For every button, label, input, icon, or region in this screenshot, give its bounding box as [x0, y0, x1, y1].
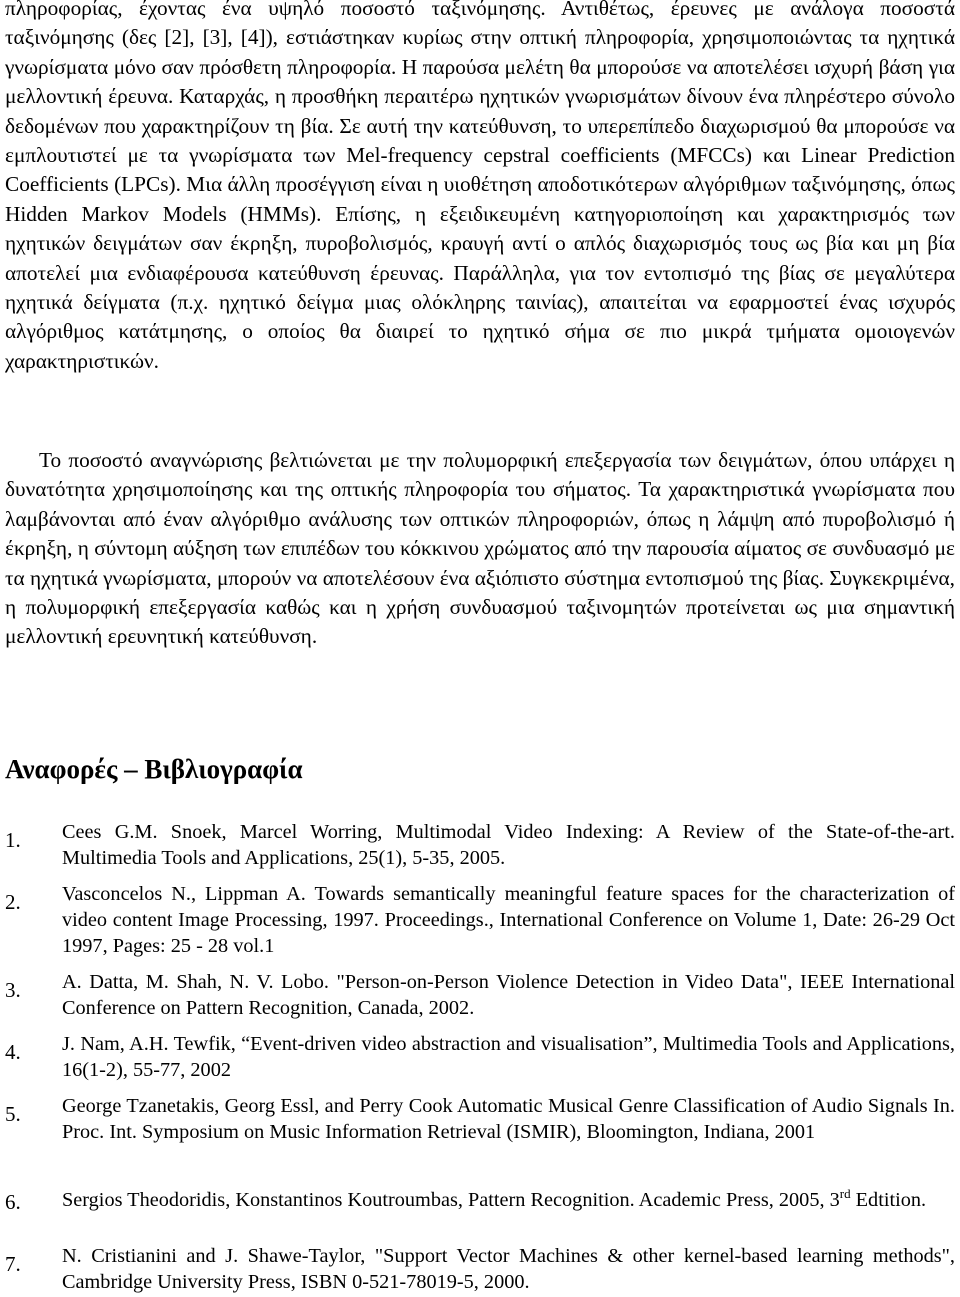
reference-item: [5, 969, 955, 1021]
reference-text-end: Edtition.: [850, 1188, 927, 1211]
reference-item: [5, 819, 955, 871]
reference-item: [5, 1181, 955, 1213]
reference-text: A. Datta, M. Shah, N. V. Lobo. "Person-on-Person Violence Detection in Video Data", IEEE International Conference on Pattern Recognition, Canada, 2002.: [62, 971, 955, 1020]
reference-text: [62, 1181, 955, 1213]
reference-text: J. Nam, A.H. Tewfik, “Event-driven video abstraction and visualisation”, Multimedia Tools and Applications, 16(1-2), 55-77, 2002: [62, 1033, 955, 1082]
body-paragraph-2: Το ποσοστό αναγνώρισης βελτιώνεται με την πολυμορφική επεξεργασία των δειγμάτων, όπου υπάρχει η δυνατότητα χρησιμοποίησης και της οπτικής πληροφορία του σήματος. Τα χαρακτηριστικά γνωρίσματα που λαμβάνονται από έναν αλγόριθμο ανάλυσης των οπτικών πληροφοριών, όπως η λάμψη από πυροβολισμό ή έκρηξη, η σύντομη αύξηση των επιπέδων του κόκκινου χρώματος από την παρουσία αίματος σε συνδυασμό με τα ηχητικά γνωρίσματα, μπορούν να αποτελέσουν ένα αξιόπιστο σύστημα εντοπισμού της βίας. Συγκεκριμένα, η πολυμορφική επεξεργασία καθώς και η χρήση συνδυασμού ταξινομητών προτείνεται ως μια σημαντική μελλοντική ερευνητική κατεύθυνση.: [5, 448, 955, 649]
reference-text: Cees G.M. Snoek, Marcel Worring, Multimodal Video Indexing: A Review of the State-of-the-art. Multimedia Tools and Applications, 25(1), 5-35, 2005.: [62, 821, 955, 870]
reference-text: N. Cristianini and J. Shawe-Taylor, "Support Vector Machines & other kernel-based learning methods", Cambridge University Press, ISBN 0-521-78019-5, 2000.: [62, 1245, 955, 1294]
reference-text: George Tzanetakis, Georg Essl, and Perry Cook Automatic Musical Genre Classification of Audio Signals In. Proc. Int. Symposium on Music Information Retrieval (ISMIR), Bloomington, Indiana, 2001: [62, 1095, 955, 1144]
reference-number: 5.: [5, 1102, 21, 1126]
reference-text-main: Sergios Theodoridis, Konstantinos Koutroumbas, Pattern Recognition. Academic Press, 2005, 3: [62, 1188, 840, 1211]
reference-number: 4.: [5, 1040, 21, 1064]
reference-item: [5, 881, 955, 960]
reference-item: [5, 1243, 955, 1295]
references-heading: Αναφορές – Βιβλιογραφία: [5, 754, 303, 784]
reference-number: 3.: [5, 978, 21, 1002]
reference-number: 2.: [5, 890, 21, 914]
body-paragraph-1: πληροφορίας, έχοντας ένα υψηλό ποσοστό ταξινόμησης. Αντιθέτως, έρευνες με ανάλογα ποσοστά ταξινόμησης (δες [2], [3], [4]), εστιάστηκαν κυρίως στην οπτική πληροφορία, χρησιμοποιώντας τα ηχητικά γνωρίσματα μόνο σαν πρόσθετη πληροφορία. Η παρούσα μελέτη θα μπορούσε να αποτελέσει ισχυρή βάση για μελλοντική έρευνα. Καταρχάς, η προσθήκη περαιτέρω ηχητικών γνωρισμάτων δίνουν ένα πληρέστερο σύνολο δεδομένων που χαρακτηρίζουν τη βία. Σε αυτή την κατεύθυνση, το υπερεπίπεδο διαχωρισμού θα μπορούσε να εμπλουτιστεί με τα γνωρίσματα των Mel-frequency cepstral coefficients (MFCCs) και Linear Prediction Coefficients (LPCs). Μια άλλη προσέγγιση είναι η υιοθέτηση αποδοτικότερων αλγόριθμων ταξινόμησης, όπως Hidden Markov Models (HMMs). Επίσης, η εξειδικευμένη κατηγοριοποίηση και χαρακτηρισμός των ηχητικών δειγμάτων σαν έκρηξη, πυροβολισμός, κραυγή αντί ο απλός διαχωρισμός τους ως βία και μη βία αποτελεί μια ενδιαφέρουσα κατεύθυνση έρευνας. Παράλληλα, για τον εντοπισμό της βίας σε μεγαλύτερα ηχητικά δείγματα (π.χ. ηχητικό δείγμα μιας ολόκληρης ταινίας), απαιτείται να εφαρμοστεί ένας ισχυρός αλγόριθμος κατάτμησης, ο οποίος θα διαιρεί το ηχητικό σήμα σε πιο μικρά τμήματα ομοιογενών χαρακτηριστικών.: [5, 0, 955, 373]
reference-number: 7.: [5, 1252, 21, 1276]
reference-item: [5, 1031, 955, 1083]
reference-number: 6.: [5, 1190, 21, 1214]
reference-text: Vasconcelos N., Lippman A. Towards semantically meaningful feature spaces for the characterization of video content Image Processing, 1997. Proceedings., International Conference on Volume 1, Date: 26-29 Oct 1997, Pages: 25 - 28 vol.1: [62, 883, 955, 958]
reference-number: 1.: [5, 828, 21, 852]
reference-item: [5, 1093, 955, 1145]
superscript-ordinal: rd: [839, 1186, 851, 1201]
